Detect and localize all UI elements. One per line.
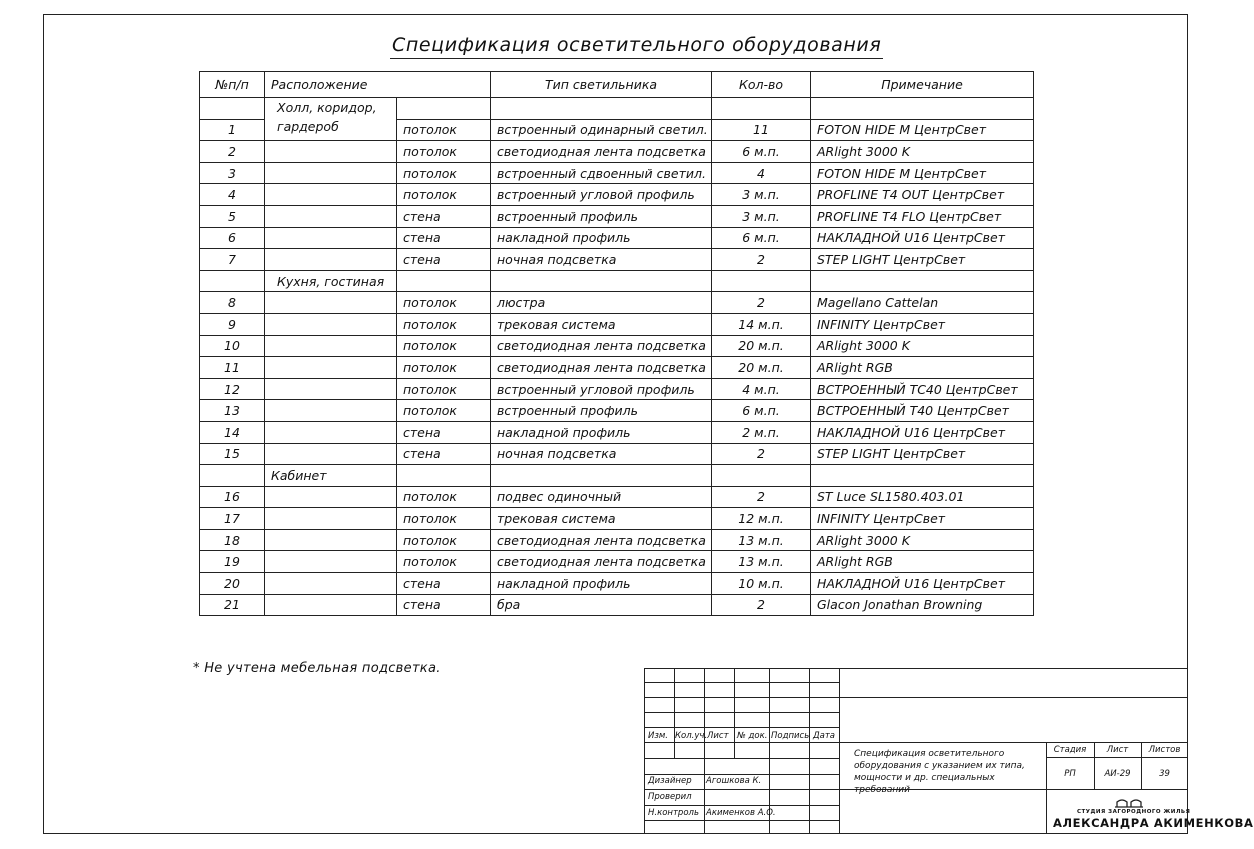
type-cell [491,98,712,120]
place-cell: потолок [397,357,491,379]
note-cell: ST Luce SL1580.403.01 [811,486,1034,508]
studio-logo [1047,789,1254,834]
location-cell [265,508,397,530]
type-cell: накладной профиль [491,421,712,443]
place-cell: потолок [397,400,491,422]
note-cell: FOTON HIDE M ЦентрСвет [811,119,1034,141]
row-number: 7 [200,249,265,271]
location-cell [265,443,397,465]
qty-cell: 13 м.п. [712,551,811,573]
location-cell [265,313,397,335]
table-row [200,313,1034,335]
qty-cell: 6 м.п. [712,400,811,422]
note-cell: ARlight 3000 K [811,529,1034,551]
row-number: 11 [200,357,265,379]
tb-vline [809,668,810,758]
qty-cell [712,98,811,120]
type-cell: встроенный сдвоенный светил. [491,162,712,184]
location-cell [265,378,397,400]
type-cell: встроенный одинарный светил. [491,119,712,141]
row-number [200,98,265,120]
place-cell: потолок [397,292,491,314]
note-cell: НАКЛАДНОЙ U16 ЦентрСвет [811,421,1034,443]
qty-cell: 2 [712,443,811,465]
row-number: 15 [200,443,265,465]
qty-cell: 2 [712,594,811,616]
header-num: №п/п [200,72,265,98]
row-number: 17 [200,508,265,530]
note-cell: ARlight RGB [811,357,1034,379]
place-cell: стена [397,443,491,465]
location-cell [265,486,397,508]
location-cell [265,205,397,227]
qty-cell: 4 м.п. [712,378,811,400]
place-cell: потолок [397,184,491,206]
description-line: Спецификация осветительного [854,749,1005,759]
row-number: 21 [200,594,265,616]
row-number: 2 [200,141,265,163]
row-number: 10 [200,335,265,357]
tb-vline-main [839,668,840,834]
row-number: 13 [200,400,265,422]
table-row [200,270,1034,292]
row-number: 12 [200,378,265,400]
row-number: 4 [200,184,265,206]
location-cell [265,184,397,206]
type-cell: люстра [491,292,712,314]
table-row [200,205,1034,227]
row-number: 6 [200,227,265,249]
type-cell: светодиодная лента подсветка [491,357,712,379]
group-hall [265,98,397,141]
row-number: 20 [200,573,265,595]
table-row [200,486,1034,508]
qty-cell: 3 м.п. [712,205,811,227]
stage-label: Стадия [1053,745,1087,755]
row-number [200,465,265,487]
note-cell: Magellano Cattelan [811,292,1034,314]
type-cell: трековая система [491,508,712,530]
location-cell [265,421,397,443]
table-row [200,249,1034,271]
table-row [200,184,1034,206]
location-cell [265,292,397,314]
note-cell: Glacon Jonathan Browning [811,594,1034,616]
qty-cell: 6 м.п. [712,227,811,249]
place-cell [397,98,491,120]
row-number: 3 [200,162,265,184]
table-row [200,400,1034,422]
tb-hline [839,742,1188,743]
row-number: 16 [200,486,265,508]
logo-name: АЛЕКСАНДРА АКИМЕНКОВА [1053,816,1254,830]
place-cell: потолок [397,486,491,508]
qty-cell: 10 м.п. [712,573,811,595]
type-cell: ночная подсветка [491,443,712,465]
table-row [200,529,1034,551]
sheets-value: 39 [1159,769,1170,779]
table-row [200,98,1034,120]
tb-vline [704,758,705,834]
type-cell: трековая система [491,313,712,335]
group-hall-line1: Холл, коридор, [277,100,377,115]
table-row [200,335,1034,357]
qty-cell: 13 м.п. [712,529,811,551]
group-hall-line2: гардероб [277,119,339,134]
place-cell [397,270,491,292]
logo-mark-icon [1115,798,1143,808]
place-cell: стена [397,227,491,249]
type-cell: встроенный профиль [491,400,712,422]
type-cell: ночная подсветка [491,249,712,271]
spec-body [200,98,1034,616]
place-cell: стена [397,421,491,443]
qty-cell: 6 м.п. [712,141,811,163]
table-row [200,573,1034,595]
type-cell [491,270,712,292]
tb-vline [734,668,735,758]
place-cell: стена [397,594,491,616]
type-cell: встроенный угловой профиль [491,378,712,400]
place-cell: потолок [397,313,491,335]
type-cell: встроенный профиль [491,205,712,227]
qty-cell: 2 м.п. [712,421,811,443]
place-cell: стена [397,573,491,595]
row-number: 5 [200,205,265,227]
header-location: Расположение [265,72,491,98]
note-cell: ВСТРОЕННЫЙ ТС40 ЦентрСвет [811,378,1034,400]
qty-cell: 20 м.п. [712,357,811,379]
place-cell [397,465,491,487]
row-number: 8 [200,292,265,314]
description-line: мощности и др. специальных требований [854,773,995,795]
tb-hline [839,697,1188,698]
title-block [644,668,1254,834]
sheets-label: Листов [1148,745,1181,755]
location-cell [265,249,397,271]
row-number: 14 [200,421,265,443]
table-row [200,141,1034,163]
note-cell: ARlight RGB [811,551,1034,573]
place-cell: стена [397,205,491,227]
table-row [200,594,1034,616]
place-cell: стена [397,249,491,271]
col-kol-label: Кол.уч. [675,731,708,741]
note-cell: НАКЛАДНОЙ U16 ЦентрСвет [811,227,1034,249]
place-cell: потолок [397,508,491,530]
place-cell: потолок [397,162,491,184]
type-cell: накладной профиль [491,573,712,595]
note-cell: INFINITY ЦентрСвет [811,508,1034,530]
qty-cell: 2 [712,292,811,314]
location-cell [265,594,397,616]
table-row [200,421,1034,443]
control-label: Н.контроль [648,808,699,818]
row-number: 9 [200,313,265,335]
table-row [200,357,1034,379]
location-cell [265,141,397,163]
designer-name: Агошкова К. [706,776,762,786]
note-cell: STEP LIGHT ЦентрСвет [811,443,1034,465]
place-cell: потолок [397,119,491,141]
note-cell: ARlight 3000 K [811,141,1034,163]
note-cell: НАКЛАДНОЙ U16 ЦентрСвет [811,573,1034,595]
qty-cell: 3 м.п. [712,184,811,206]
control-name: Акименков А.О. [706,808,776,818]
designer-label: Дизайнер [648,776,692,786]
tb-top [644,668,1188,669]
qty-cell [712,270,811,292]
header-qty: Кол-во [712,72,811,98]
sheet-value: АИ-29 [1104,769,1131,779]
qty-cell [712,465,811,487]
table-row [200,292,1034,314]
row-number [200,270,265,292]
row-number: 19 [200,551,265,573]
type-cell: светодиодная лента подсветка [491,335,712,357]
col-list-label: Лист [707,731,729,741]
row-number: 18 [200,529,265,551]
group-cabinet: Кабинет [265,465,397,487]
type-cell: подвес одиночный [491,486,712,508]
qty-cell: 2 [712,249,811,271]
stage-value: РП [1064,769,1076,779]
note-cell: FOTON HIDE M ЦентрСвет [811,162,1034,184]
location-cell [265,335,397,357]
note-cell [811,465,1034,487]
location-cell [265,357,397,379]
row-number: 1 [200,119,265,141]
table-header-row [200,72,1034,98]
qty-cell: 4 [712,162,811,184]
tb-vline [704,668,705,758]
type-cell: светодиодная лента подсветка [491,141,712,163]
note-cell: ARlight 3000 K [811,335,1034,357]
note-cell [811,98,1034,120]
qty-cell: 12 м.п. [712,508,811,530]
col-doc-label: № док. [737,731,768,741]
place-cell: потолок [397,529,491,551]
type-cell: бра [491,594,712,616]
note-cell: PROFLINE T4 OUT ЦентрСвет [811,184,1034,206]
table-row [200,378,1034,400]
logo-subtitle: СТУДИЯ ЗАГОРОДНОГО ЖИЛЬЯ [1077,809,1191,815]
tb-vline [769,668,770,758]
table-row [200,162,1034,184]
type-cell: встроенный угловой профиль [491,184,712,206]
type-cell [491,465,712,487]
header-type: Тип светильника [491,72,712,98]
tb-vline [674,668,675,758]
spec-table [199,71,1034,616]
qty-cell: 20 м.п. [712,335,811,357]
table-row [200,227,1034,249]
sheet-label: Лист [1106,745,1129,755]
type-cell: накладной профиль [491,227,712,249]
footnote: * Не учтена мебельная подсветка. [193,661,441,676]
location-cell [265,551,397,573]
location-cell [265,227,397,249]
location-cell [265,529,397,551]
qty-cell: 2 [712,486,811,508]
header-note: Примечание [811,72,1034,98]
group-kitchen: Кухня, гостиная [265,270,397,292]
col-izm-label: Изм. [648,731,668,741]
table-row [200,465,1034,487]
qty-cell: 11 [712,119,811,141]
note-cell: PROFLINE T4 FLO ЦентрСвет [811,205,1034,227]
location-cell [265,400,397,422]
note-cell: ВСТРОЕННЫЙ Т40 ЦентрСвет [811,400,1034,422]
col-date-label: Дата [813,731,836,741]
note-cell: STEP LIGHT ЦентрСвет [811,249,1034,271]
type-cell: светодиодная лента подсветка [491,551,712,573]
col-sign-label: Подпись [771,731,810,741]
tb-vline [809,758,810,834]
place-cell: потолок [397,335,491,357]
qty-cell: 14 м.п. [712,313,811,335]
place-cell: потолок [397,378,491,400]
note-cell [811,270,1034,292]
tb-hline [1046,757,1188,758]
table-row [200,551,1034,573]
type-cell: светодиодная лента подсветка [491,529,712,551]
place-cell: потолок [397,551,491,573]
sheet-description [854,748,1049,796]
description-line: оборудования с указанием их типа, [854,761,1025,771]
location-cell [265,162,397,184]
tb-vline [769,758,770,834]
page-title: Спецификация осветительного оборудования [390,34,883,59]
table-row [200,443,1034,465]
tb-left [644,668,645,834]
note-cell: INFINITY ЦентрСвет [811,313,1034,335]
checked-label: Проверил [648,792,692,802]
location-cell [265,573,397,595]
place-cell: потолок [397,141,491,163]
table-row [200,508,1034,530]
